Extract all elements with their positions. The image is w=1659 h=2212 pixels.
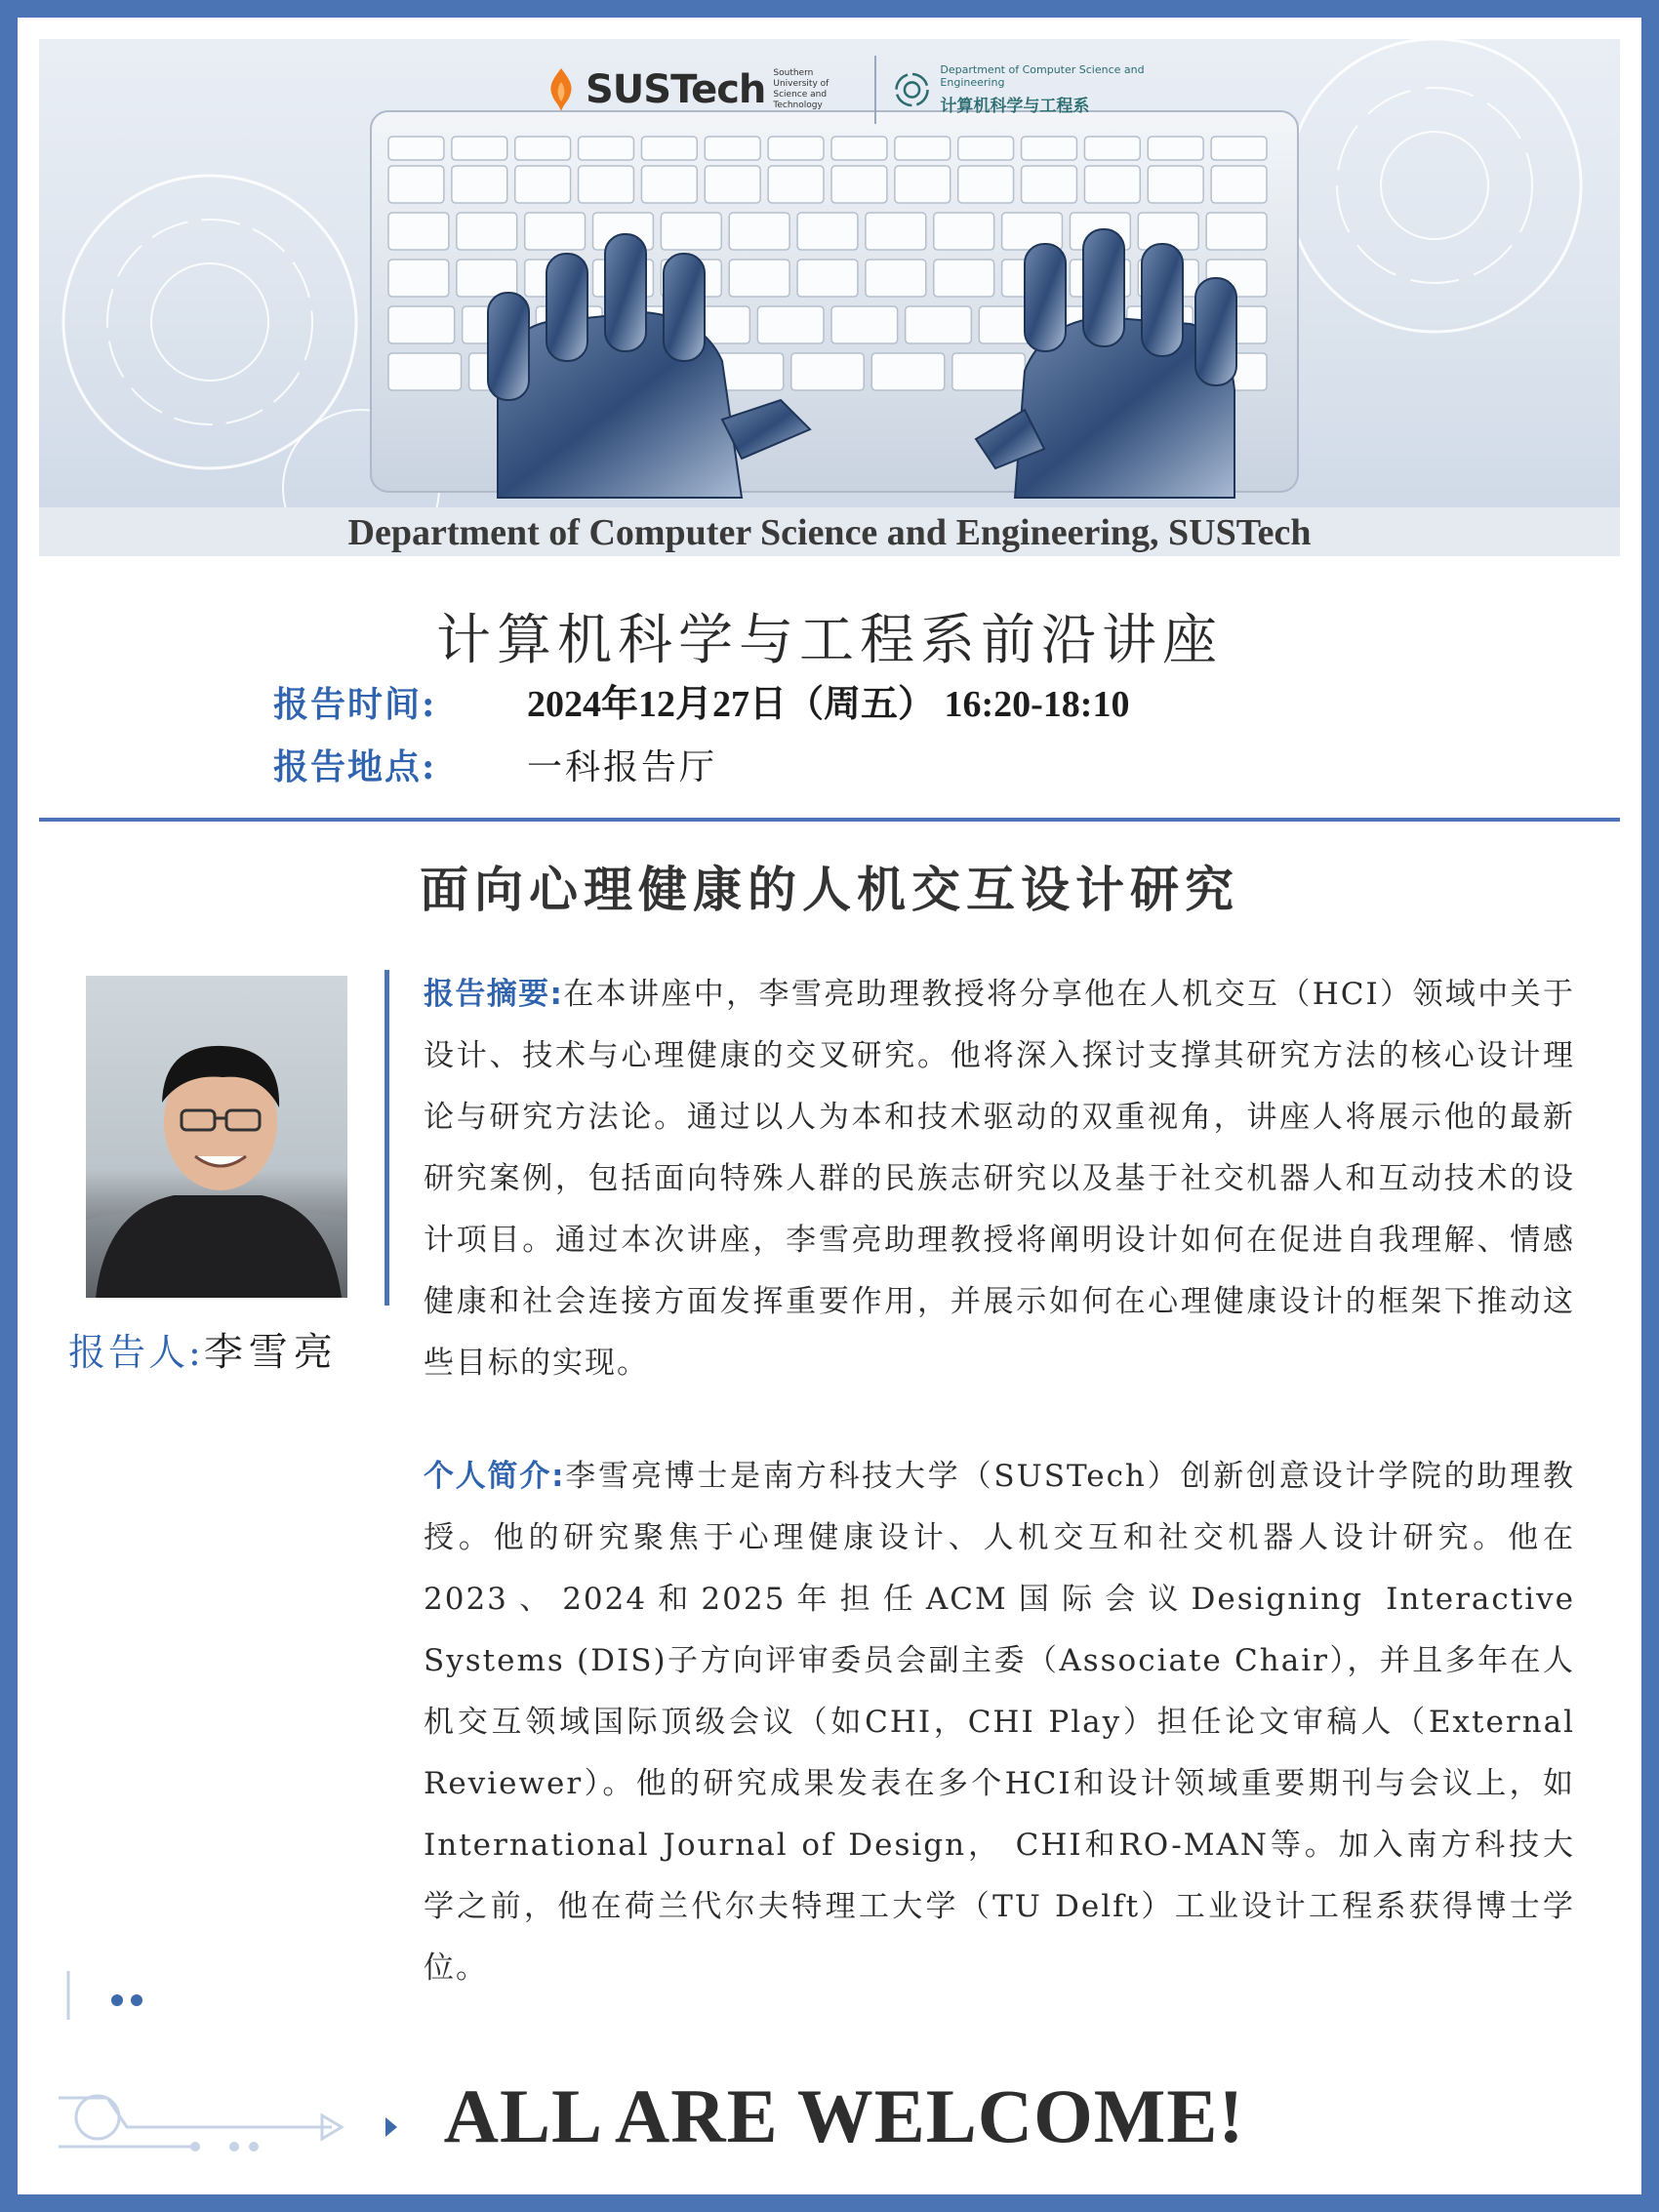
welcome-banner: ALL ARE WELCOME!: [443, 2073, 1245, 2158]
logo-bar: [545, 45, 1169, 135]
time-row: [273, 673, 1129, 727]
abstract-label: 报告摘要:: [424, 977, 563, 1012]
place-label: 报告地点:: [273, 746, 437, 787]
speaker-label: 报告人:: [68, 1331, 204, 1374]
sustech-flame-icon: [545, 66, 578, 113]
abstract-paragraph: [424, 964, 1575, 1394]
sustech-wordmark: SUSTech: [586, 67, 766, 112]
banner-caption: Department of Computer Science and Engineering, SUSTech: [39, 507, 1620, 556]
lecture-series-title: 计算机科学与工程系前沿讲座: [436, 609, 1223, 672]
time-label: 报告时间:: [273, 684, 437, 725]
bio-text: 李雪亮博士是南方科技大学（SUSTech）创新创意设计学院的助理教授。他的研究聚焦于心理健康设计、人机交互和社交机器人设计研究。他在2023、2024和2025年担任ACM国际会议Designing Interactive Systems (DIS)子方向评审委员会副主委（Associate Chair），并且多年在人机交互领域国际顶级会议（如CHI，CHI Play）担任论文审稿人（External Reviewer）。他的研究成果发表在多个HCI和设计领域重要期刊与会议上，如International Journal of Design， CHI和RO-MAN等。加入南方科技大学之前，他在荷兰代尔夫特理工大学（TU Delft）工业设计工程系获得博士学位。: [424, 1459, 1575, 1986]
speaker-portrait-illustration: [86, 976, 347, 1298]
header-banner: [39, 39, 1620, 556]
cse-logo-english: Department of Computer Science and Engineering: [940, 63, 1145, 89]
speaker-photo: [86, 976, 347, 1298]
cse-department-logo: [876, 56, 1169, 124]
abstract-accent-bar: [384, 970, 389, 1306]
bio-paragraph: [424, 1446, 1575, 1999]
talk-title: 面向心理健康的人机交互设计研究: [420, 861, 1239, 918]
place-row: [273, 740, 717, 789]
speaker-row: [68, 1321, 339, 1377]
time-value: 2024年12月27日（周五） 16:20-18:10: [527, 684, 1130, 725]
cse-logo-chinese: 计算机科学与工程系: [940, 97, 1090, 116]
bio-label: 个人简介:: [424, 1459, 565, 1494]
sustech-logo: [545, 56, 876, 124]
abstract-text: 在本讲座中，李雪亮助理教授将分享他在人机交互（HCI）领域中关于设计、技术与心理健康的交叉研究。他将深入探讨支撑其研究方法的核心设计理论与研究方法论。通过以人为本和技术驱动的双重视角，讲座人将展示他的最新研究案例，包括面向特殊人群的民族志研究以及基于社交机器人和互动技术的设计项目。通过本次讲座，李雪亮助理教授将阐明设计如何在促进自我理解、情感健康和社会连接方面发挥重要作用，并展示如何在心理健康设计的框架下推动这些目标的实现。: [424, 977, 1575, 1381]
sustech-subtitle: Southern University of Science and Technology: [773, 68, 830, 110]
section-divider: [39, 818, 1620, 822]
speaker-name: 李雪亮: [203, 1330, 339, 1375]
place-value: 一科报告厅: [527, 747, 718, 787]
cse-emblem-icon: [894, 68, 930, 111]
